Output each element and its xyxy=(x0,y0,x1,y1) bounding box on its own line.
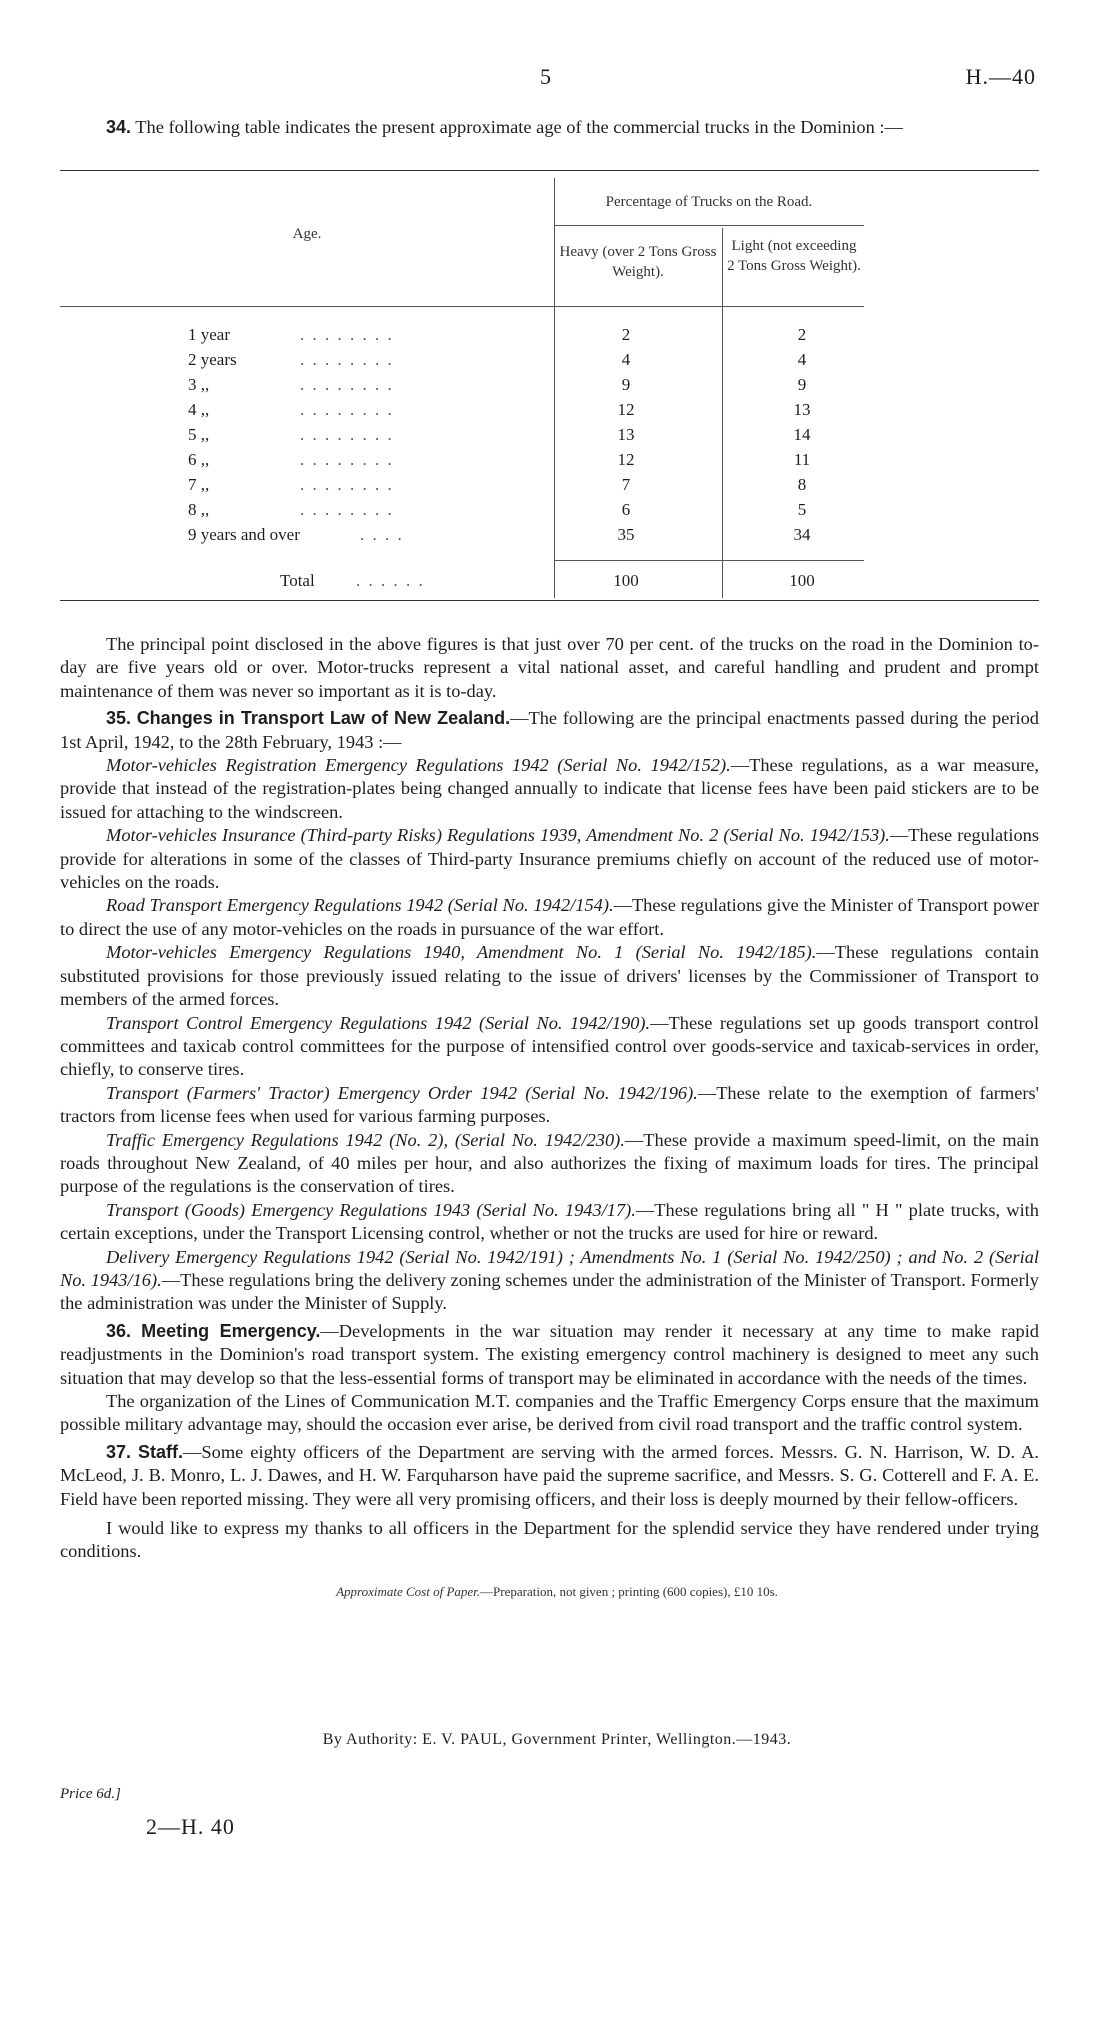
regulation-title: Motor-vehicles Registration Emergency Regulations 1942 (Serial No. 1942/152). xyxy=(106,755,731,776)
regulation-item xyxy=(60,754,1039,824)
row-age: 8 ,, xyxy=(188,500,210,519)
table-total-row xyxy=(60,568,1039,593)
regulation-text: —These regulations set up goods transport control committees and taxicab control committees for the purpose of intensified control over goods-service and taxicab-services in order, chiefly, to conserve tires. xyxy=(60,1012,1039,1080)
table-row xyxy=(60,322,1039,347)
table-row xyxy=(60,472,1039,497)
section-text: —Developments in the war situation may render it necessary at any time to make rapid readjustments in the Dominion's road transport system. The existing emergency control machinery is designed to meet any such situation that may develop so that the less-essential forms of transport may be eliminated in accordance with the needs of the times. xyxy=(60,1320,1039,1388)
section-35-intro xyxy=(60,707,1039,754)
row-leader-dots: . . . . . . . . xyxy=(300,500,394,519)
row-leader-dots: . . . . . . . . xyxy=(300,425,394,444)
group-header-rule xyxy=(554,225,864,226)
regulation-title: Delivery Emergency Regulations 1942 (Serial No. 1942/191) ; Amendments No. 1 (Serial No. 1942/250) ; and No. 2 (Serial No. 1943/16). xyxy=(60,1246,1039,1290)
row-light-value: 4 xyxy=(797,350,807,369)
price: Price 6d.] xyxy=(60,1786,121,1802)
regulation-title: Motor-vehicles Insurance (Third-party Risks) Regulations 1939, Amendment No. 2 (Serial No. 1942/153). xyxy=(106,825,890,846)
row-heavy-value: 2 xyxy=(621,325,631,344)
row-heavy-value: 7 xyxy=(621,475,631,494)
regulation-item xyxy=(60,894,1039,941)
regulation-text: —These regulations bring all " H " plate trucks, with certain exceptions, under the Transport Licensing control, whether or not the trucks are used for hire or reward. xyxy=(60,1199,1039,1244)
cost-label: Approximate Cost of Paper. xyxy=(336,1584,481,1599)
regulation-item xyxy=(60,824,1039,894)
section-number: 36. xyxy=(106,1320,132,1341)
row-heavy-value: 13 xyxy=(617,425,635,444)
row-age: 4 ,, xyxy=(188,400,210,419)
light-column-header: Light (not exceeding 2 Tons Gross Weight). xyxy=(727,238,861,274)
row-heavy-value: 35 xyxy=(617,525,635,544)
regulation-text: —These relate to the exemption of farmers' tractors from license fees when used for various farming purposes. xyxy=(60,1082,1039,1127)
row-light-value: 9 xyxy=(797,375,807,394)
document-code: H.—40 xyxy=(965,64,1036,89)
table-row xyxy=(60,422,1039,447)
regulation-item xyxy=(60,1199,1039,1246)
row-age: 6 ,, xyxy=(188,450,210,469)
closing-paragraph: I would like to express my thanks to all officers in the Department for the splendid service they have rendered under trying conditions. xyxy=(60,1518,1039,1562)
age-column-header: Age. xyxy=(292,226,322,242)
row-leader-dots: . . . . . . . . xyxy=(300,400,394,419)
section-text: The following table indicates the present approximate age of the commercial trucks in the Dominion :— xyxy=(135,117,903,137)
cost-text: —Preparation, not given ; printing (600 copies), £10 10s. xyxy=(480,1584,778,1599)
section-title: Staff. xyxy=(138,1441,184,1462)
section-34-intro xyxy=(60,116,1039,139)
regulation-item xyxy=(60,1012,1039,1082)
table-bottom-rule xyxy=(60,600,1039,601)
row-age: 7 ,, xyxy=(188,475,210,494)
row-age: 2 years xyxy=(188,350,237,369)
total-label: Total xyxy=(280,571,315,590)
regulation-title: Transport (Farmers' Tractor) Emergency Order 1942 (Serial No. 1942/196). xyxy=(106,1082,698,1103)
section-intro-text: —The following are the principal enactments passed during the period 1st April, 1942, to the 28th February, 1943 :— xyxy=(60,708,1039,752)
section-title: Changes in Transport Law of New Zealand. xyxy=(136,708,511,729)
row-leader-dots: . . . . xyxy=(360,525,404,544)
row-heavy-value: 6 xyxy=(621,500,631,519)
row-leader-dots: . . . . . . . . xyxy=(300,450,394,469)
row-light-value: 5 xyxy=(797,500,807,519)
cost-note xyxy=(0,1584,1114,1600)
row-leader-dots: . . . . . . xyxy=(356,571,425,590)
row-light-value: 14 xyxy=(793,425,811,444)
regulation-title: Transport Control Emergency Regulations 1942 (Serial No. 1942/190). xyxy=(106,1012,651,1033)
table-row xyxy=(60,497,1039,522)
regulation-title: Transport (Goods) Emergency Regulations 1943 (Serial No. 1943/17). xyxy=(106,1199,636,1220)
regulation-text: —These regulations contain substituted provisions for those previously issued relating to the issue of drivers' licenses by the Commissioner of Transport to members of the armed forces. xyxy=(60,942,1040,1010)
regulation-text: —These regulations give the Minister of Transport power to direct the use of any motor-vehicles on the roads in pursuance of the war effort. xyxy=(60,895,1040,939)
row-light-value: 34 xyxy=(793,525,811,544)
row-light-value: 8 xyxy=(797,475,807,494)
total-rule xyxy=(554,560,864,561)
row-heavy-value: 12 xyxy=(617,400,635,419)
header-bottom-rule xyxy=(60,306,864,307)
section-36-paragraph: The organization of the Lines of Communication M.T. companies and the Traffic Emergency Corps ensure that the maximum possible military advantage may, should the occasion ever arise, be derived from civil road transport and the traffic control system. xyxy=(60,1391,1039,1435)
section-text: —Some eighty officers of the Department are serving with the armed forces. Messrs. G. N. Harrison, W. D. A. McLeod, J. B. Monro, L. J. Dawes, and H. W. Farquharson have paid the supreme sacrifice, and Messrs. S. G. Cotterell and F. A. E. Field have been reported missing. They were all very promising officers, and their loss is deeply mourned by their fellow-officers. xyxy=(60,1441,1039,1509)
table-top-rule xyxy=(60,170,1039,171)
section-number: 37. xyxy=(106,1441,132,1462)
truck-age-table xyxy=(60,170,1039,610)
row-heavy-value: 9 xyxy=(621,375,631,394)
regulation-text: —These regulations, as a war measure, provide that instead of the registration-plates being changed annually to indicate that license fees have been paid stickers are to be issued for attaching to the windscreen. xyxy=(60,755,1039,822)
page-number: 5 xyxy=(540,64,551,89)
section-title: Meeting Emergency. xyxy=(141,1320,321,1341)
regulation-title: Motor-vehicles Emergency Regulations 1940, Amendment No. 1 (Serial No. 1942/185). xyxy=(106,942,817,963)
regulation-text: —These provide a maximum speed-limit, on the main roads throughout New Zealand, of 40 miles per hour, and also authorizes the fixing of maximum loads for tires. The principal purpose of the regulations is the conservation of tires. xyxy=(60,1129,1040,1197)
total-light-value: 100 xyxy=(789,571,815,590)
row-leader-dots: . . . . . . . . xyxy=(300,475,394,494)
regulation-text: —These regulations bring the delivery zoning schemes under the administration of the Minister of Transport. Formerly the administration was under the Minister of Supply. xyxy=(60,1269,1039,1314)
regulation-item xyxy=(60,941,1039,1011)
row-light-value: 13 xyxy=(793,400,811,419)
row-age: 5 ,, xyxy=(188,425,210,444)
printer-authority: By Authority: E. V. PAUL, Government Printer, Wellington.—1943. xyxy=(322,1731,792,1748)
table-row xyxy=(60,397,1039,422)
regulation-title: Road Transport Emergency Regulations 1942 (Serial No. 1942/154). xyxy=(106,895,614,916)
body-text xyxy=(60,633,1039,1564)
row-age: 1 year xyxy=(188,325,231,344)
row-heavy-value: 4 xyxy=(621,350,631,369)
row-leader-dots: . . . . . . . . xyxy=(300,375,394,394)
row-light-value: 11 xyxy=(793,450,811,469)
row-leader-dots: . . . . . . . . xyxy=(300,325,394,344)
table-row xyxy=(60,347,1039,372)
table-row xyxy=(60,372,1039,397)
table-row xyxy=(60,447,1039,472)
row-heavy-value: 12 xyxy=(617,450,635,469)
row-light-value: 2 xyxy=(797,325,807,344)
row-leader-dots: . . . . . . . . xyxy=(300,350,394,369)
regulation-title: Traffic Emergency Regulations 1942 (No. 2), (Serial No. 1942/230). xyxy=(106,1129,625,1150)
table-row xyxy=(60,522,1039,547)
signature-mark: 2—H. 40 xyxy=(146,1814,235,1839)
regulation-item xyxy=(60,1129,1039,1199)
heavy-column-header: Heavy (over 2 Tons Gross Weight). xyxy=(559,244,717,280)
row-age: 3 ,, xyxy=(188,375,210,394)
regulation-item xyxy=(60,1082,1039,1129)
section-number: 34. xyxy=(106,117,132,137)
table-commentary: The principal point disclosed in the above figures is that just over 70 per cent. of the trucks on the road in the Dominion to-day are five years old or over. Motor-trucks represent a vital national asset, and careful handling and prudent and prompt maintenance of them was never so important as it is to-day. xyxy=(60,634,1039,701)
section-number: 35. xyxy=(106,708,132,729)
section-37 xyxy=(60,1441,1039,1511)
section-36 xyxy=(60,1320,1039,1390)
total-heavy-value: 100 xyxy=(613,571,639,590)
regulation-text: —These regulations provide for alterations in some of the classes of Third-party Insurance premiums chiefly on account of the reduced use of motor-vehicles on the roads. xyxy=(60,825,1039,893)
row-age: 9 years and over xyxy=(188,525,300,544)
regulation-item xyxy=(60,1246,1039,1316)
percentage-group-header: Percentage of Trucks on the Road. xyxy=(605,194,813,210)
